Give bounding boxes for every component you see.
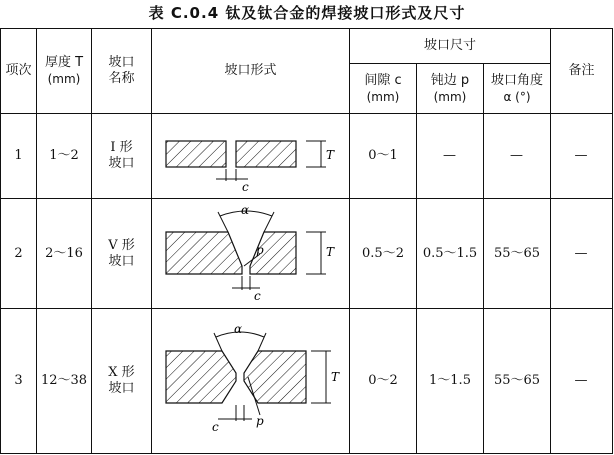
header-angle: 坡口角度 α (°): [484, 64, 551, 114]
label-c: c: [211, 420, 219, 434]
row3-thickness: 12～38: [37, 309, 92, 454]
header-remarks: 备注: [551, 29, 613, 114]
row3-angle: 55～65: [484, 309, 551, 454]
row1-diagram: [152, 114, 350, 199]
row3-root-face: 1～1.5: [417, 309, 484, 454]
row1-gap: 0～1: [350, 114, 417, 199]
row2-diagram: [152, 199, 350, 309]
label-p: p: [255, 414, 264, 428]
label-alpha: α: [240, 203, 249, 217]
label-T: T: [325, 244, 334, 259]
header-groove-size: 坡口尺寸: [350, 29, 551, 64]
v-groove-diagram: [156, 204, 346, 304]
row2-angle: 55～65: [484, 199, 551, 309]
row2-gap: 0.5～2: [350, 199, 417, 309]
header-root-face: 钝边 p (mm): [417, 64, 484, 114]
label-c: c: [241, 179, 249, 194]
i-groove-diagram: [156, 119, 346, 194]
groove-table: [0, 28, 613, 454]
header-gap: 间隙 c (mm): [350, 64, 417, 114]
label-T: T: [330, 370, 339, 384]
header-groove-name: 坡口名称: [92, 29, 152, 114]
header-index: 项次: [1, 29, 37, 114]
row1-index: 1: [1, 114, 37, 199]
row1-root-face: —: [417, 114, 484, 199]
row2-index: 2: [1, 199, 37, 309]
row2-thickness: 2～16: [37, 199, 92, 309]
row3-name: X 形 坡口: [92, 309, 152, 454]
table-row: [1, 199, 613, 309]
row3-index: 3: [1, 309, 37, 454]
row2-root-face: 0.5～1.5: [417, 199, 484, 309]
row2-remarks: —: [551, 199, 613, 309]
header-thickness: 厚度 T (mm): [37, 29, 92, 114]
label-p: p: [255, 242, 264, 257]
x-groove-diagram: [156, 321, 346, 441]
label-alpha: α: [233, 322, 242, 336]
table-row: [1, 309, 613, 454]
row3-remarks: —: [551, 309, 613, 454]
row3-gap: 0～2: [350, 309, 417, 454]
row1-thickness: 1～2: [37, 114, 92, 199]
row3-diagram: [152, 309, 350, 454]
row1-angle: —: [484, 114, 551, 199]
table-row: [1, 114, 613, 199]
table-title: 表 C.0.4 钛及钛合金的焊接坡口形式及尺寸: [148, 4, 466, 22]
row1-remarks: —: [551, 114, 613, 199]
row1-name: I 形 坡口: [92, 114, 152, 199]
row2-name: V 形 坡口: [92, 199, 152, 309]
header-groove-form: 坡口形式: [152, 29, 350, 114]
label-c: c: [253, 288, 261, 303]
label-T: T: [325, 147, 334, 162]
